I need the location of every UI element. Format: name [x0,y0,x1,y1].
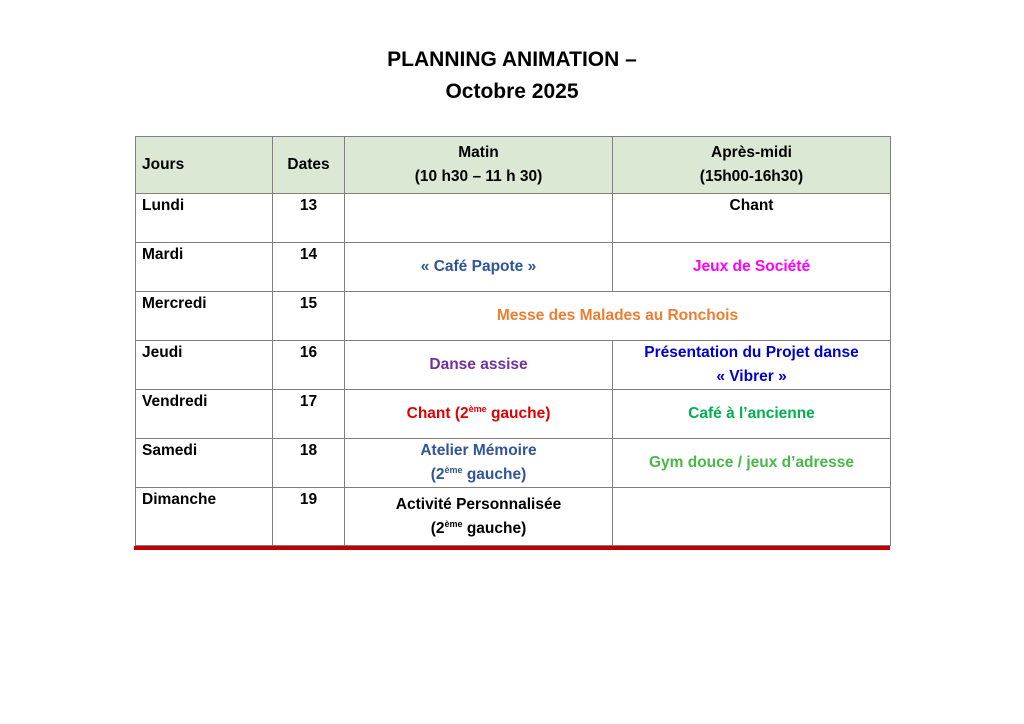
day-cell: Samedi [136,439,273,488]
day-cell: Jeudi [136,341,273,390]
planning-table [135,136,891,546]
day-cell: Mardi [136,243,273,292]
superscript: ème [444,518,463,529]
day-cell: Dimanche [136,488,273,546]
table-row [136,292,891,341]
date-cell: 14 [273,243,345,292]
morning-text-end: gauche) [462,466,527,483]
header-apres-midi-hours: (15h00-16h30) [699,168,804,185]
page-title [0,44,1024,108]
afternoon-line-1: Présentation du Projet danse [644,344,859,361]
day-cell: Mercredi [136,292,273,341]
morning-line-1: Atelier Mémoire [420,442,537,459]
morning-line-1: Activité Personnalisée [395,495,562,513]
morning-text-end: gauche) [462,519,527,537]
header-matin-hours: (10 h30 – 11 h 30) [414,168,543,185]
afternoon-cell [613,341,891,390]
table-row [136,194,891,243]
afternoon-cell: Jeux de Société [613,243,891,292]
morning-text: Chant (2 [406,405,469,422]
day-cell: Lundi [136,194,273,243]
morning-cell [345,194,613,243]
title-line-1: PLANNING ANIMATION – [387,48,637,71]
morning-cell: « Café Papote » [345,243,613,292]
header-row [136,137,891,194]
afternoon-line-2: « Vibrer » [716,368,787,385]
afternoon-cell [613,488,891,546]
table-row [136,488,891,546]
header-apres-midi-label: Après-midi [711,144,792,161]
header-jours: Jours [136,137,273,194]
header-apres-midi [613,137,891,194]
table-row [136,243,891,292]
morning-text-end: gauche) [486,405,551,422]
header-matin [345,137,613,194]
all-day-cell: Messe des Malades au Ronchois [345,292,891,341]
date-cell: 16 [273,341,345,390]
afternoon-cell: Gym douce / jeux d’adresse [613,439,891,488]
date-cell: 19 [273,488,345,546]
morning-text: (2 [430,466,445,483]
morning-cell: Danse assise [345,341,613,390]
table-row [136,341,891,390]
title-line-2: Octobre 2025 [445,80,579,103]
table-row [136,390,891,439]
morning-cell [345,488,613,546]
day-cell: Vendredi [136,390,273,439]
superscript: ème [468,404,487,414]
table-bottom-rule [134,546,890,550]
morning-cell [345,390,613,439]
date-cell: 17 [273,390,345,439]
date-cell: 13 [273,194,345,243]
morning-line-2 [351,517,606,541]
table-row [136,439,891,488]
date-cell: 18 [273,439,345,488]
afternoon-cell: Café à l’ancienne [613,390,891,439]
morning-line-2 [351,463,606,487]
morning-cell [345,439,613,488]
superscript: ème [444,465,463,475]
morning-text: (2 [430,519,445,537]
afternoon-cell: Chant [613,194,891,243]
date-cell: 15 [273,292,345,341]
header-matin-label: Matin [458,144,499,161]
header-dates: Dates [273,137,345,194]
